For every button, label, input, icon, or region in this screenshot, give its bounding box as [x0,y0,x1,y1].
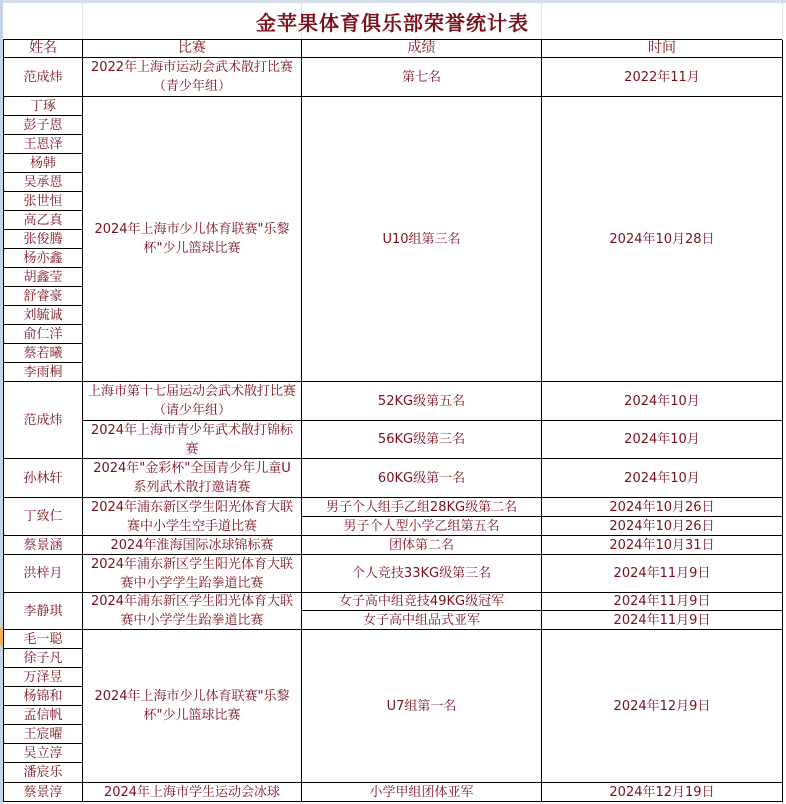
name-cell[interactable]: 毛一聪 [3,630,83,649]
name-cell[interactable]: 孟信帆 [3,706,83,725]
competition-cell[interactable]: 2024年上海市少儿体育联赛"乐黎杯"少儿篮球比赛 [83,97,302,382]
competition-cell[interactable]: 2024年上海市学生运动会冰球 [83,783,302,802]
name-cell[interactable]: 俞仁洋 [3,325,83,344]
time-cell[interactable]: 2024年10月 [542,459,783,498]
name-cell[interactable]: 王宸曜 [3,725,83,744]
header-name[interactable]: 姓名 [3,40,83,58]
time-cell[interactable]: 2024年10月26日 [542,517,783,536]
competition-cell[interactable]: 2024年浦东新区学生阳光体育大联赛中小学学生跆拳道比赛 [83,555,302,593]
name-cell[interactable]: 李静琪 [3,593,83,630]
name-cell[interactable]: 杨锦和 [3,687,83,706]
result-cell[interactable]: 男子个人组手乙组28KG级第二名 [302,498,542,517]
result-cell[interactable]: 男子个人型小学乙组第五名 [302,517,542,536]
name-cell[interactable]: 洪梓月 [3,555,83,593]
name-cell[interactable]: 吴承恩 [3,173,83,192]
result-cell[interactable]: U7组第一名 [302,630,542,783]
name-cell[interactable]: 丁致仁 [3,498,83,536]
result-cell[interactable]: 60KG级第一名 [302,459,542,498]
result-cell[interactable]: 女子高中组品式亚军 [302,611,542,630]
name-cell[interactable]: 孙林轩 [3,459,83,498]
name-cell[interactable]: 舒睿豪 [3,287,83,306]
result-cell[interactable]: 女子高中组竞技49KG级冠军 [302,593,542,611]
name-cell[interactable]: 蔡景涵 [3,536,83,555]
competition-cell[interactable]: 2024年上海市青少年武术散打锦标赛 [83,421,302,459]
competition-cell[interactable]: 2024年浦东新区学生阳光体育大联赛中小学生空手道比赛 [83,498,302,536]
name-cell[interactable]: 胡鑫莹 [3,268,83,287]
header-result[interactable]: 成绩 [302,40,542,58]
page-title[interactable]: 金苹果体育俱乐部荣誉统计表 [3,3,782,41]
time-cell[interactable]: 2024年12月19日 [542,783,783,802]
result-cell[interactable]: 第七名 [302,58,542,97]
name-cell[interactable]: 彭子恩 [3,116,83,135]
result-cell[interactable]: 个人竞技33KG级第三名 [302,555,542,593]
time-cell[interactable]: 2024年10月31日 [542,536,783,555]
time-cell[interactable]: 2022年11月 [542,58,783,97]
name-cell[interactable]: 李雨桐 [3,363,83,382]
name-cell[interactable]: 杨亦鑫 [3,249,83,268]
header-competition[interactable]: 比赛 [83,40,302,58]
time-cell[interactable]: 2024年12月9日 [542,630,783,783]
time-cell[interactable]: 2024年10月 [542,421,783,459]
result-cell[interactable]: U10组第三名 [302,97,542,382]
name-cell[interactable]: 范成炜 [3,58,83,97]
name-cell[interactable]: 刘毓诚 [3,306,83,325]
name-cell[interactable]: 潘宸乐 [3,763,83,783]
time-cell[interactable]: 2024年10月26日 [542,498,783,517]
name-cell[interactable]: 范成炜 [3,382,83,459]
result-cell[interactable]: 小学甲组团体亚军 [302,783,542,802]
result-cell[interactable]: 团体第二名 [302,536,542,555]
competition-cell[interactable]: 2024年淮海国际冰球锦标赛 [83,536,302,555]
name-cell[interactable]: 张俊腾 [3,230,83,249]
result-cell[interactable]: 52KG级第五名 [302,382,542,421]
competition-cell[interactable]: 2024年浦东新区学生阳光体育大联赛中小学学生跆拳道比赛 [83,593,302,630]
time-cell[interactable]: 2024年11月9日 [542,555,783,593]
name-cell[interactable]: 张世恒 [3,192,83,211]
name-cell[interactable]: 王恩泽 [3,135,83,154]
name-cell[interactable]: 蔡若曦 [3,344,83,363]
competition-cell[interactable]: 2022年上海市运动会武术散打比赛（青少年组） [83,58,302,97]
time-cell[interactable]: 2024年10月 [542,382,783,421]
competition-cell[interactable]: 2024年"金彩杯"全国青少年儿童U系列武术散打邀请赛 [83,459,302,498]
name-cell[interactable]: 万泽昱 [3,668,83,687]
header-time[interactable]: 时间 [542,40,783,58]
result-cell[interactable]: 56KG级第三名 [302,421,542,459]
name-cell[interactable]: 高乙真 [3,211,83,230]
name-cell[interactable]: 吴立淳 [3,744,83,763]
name-cell[interactable]: 徐子凡 [3,649,83,668]
time-cell[interactable]: 2024年11月9日 [542,611,783,630]
name-cell[interactable]: 杨韩 [3,154,83,173]
competition-cell[interactable]: 2024年上海市少儿体育联赛"乐黎杯"少儿篮球比赛 [83,630,302,783]
competition-cell[interactable]: 上海市第十七届运动会武术散打比赛（请少年组） [83,382,302,421]
time-cell[interactable]: 2024年11月9日 [542,593,783,611]
name-cell[interactable]: 蔡景淳 [3,783,83,802]
name-cell[interactable]: 丁琢 [3,97,83,116]
time-cell[interactable]: 2024年10月28日 [542,97,783,382]
